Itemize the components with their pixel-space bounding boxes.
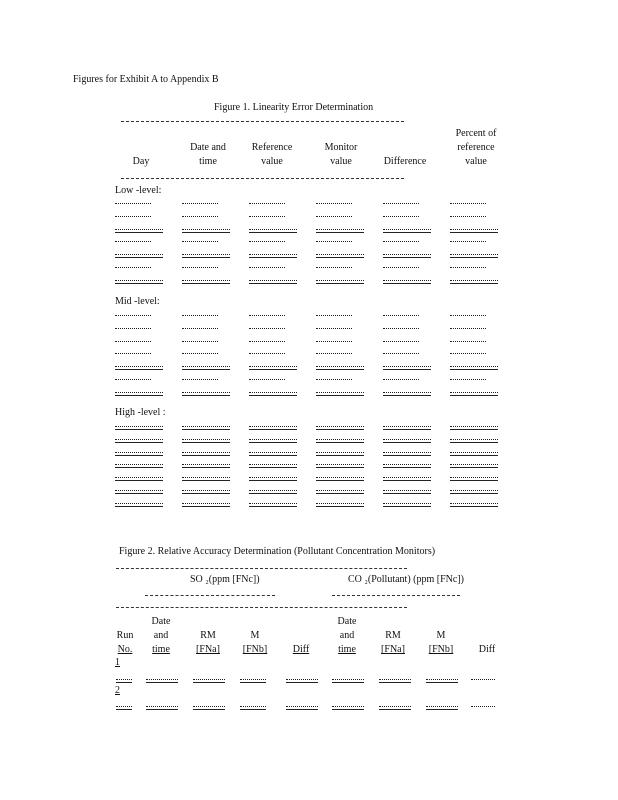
figure1-blank-s0-r5-c4	[383, 267, 419, 268]
figure2-col-header-1-line-1: and	[153, 630, 169, 641]
figure2-col-header-1-line-0: Date	[151, 616, 171, 627]
figure2-col-header-8-line-2: Diff	[478, 644, 496, 655]
figure2-header-top-rule	[116, 607, 407, 608]
figure1-blank-s1-r2-c0	[115, 341, 151, 342]
figure1-blank-s2-r2-c3	[316, 452, 364, 456]
figure2-blank-r1-c8	[471, 706, 495, 707]
figure1-blank-s0-r2-c1	[182, 229, 230, 233]
figure1-blank-s1-r2-c1	[182, 341, 218, 342]
figure1-blank-s1-r3-c5	[450, 353, 486, 354]
figure1-blank-s0-r0-c1	[182, 203, 218, 204]
figure1-blank-s0-r3-c3	[316, 241, 352, 242]
figure2-col-header-0-line-2: No.	[117, 644, 133, 655]
figure1-blank-s2-r4-c3	[316, 477, 364, 481]
figure1-blank-s2-r6-c5	[450, 503, 498, 507]
figure1-blank-s0-r5-c3	[316, 267, 352, 268]
figure1-col-header-5-line-2: value	[465, 156, 487, 167]
figure1-blank-s1-r6-c4	[383, 392, 431, 396]
figure1-col-header-4-line-2: Difference	[383, 156, 427, 167]
figure1-top-rule	[121, 121, 404, 122]
figure1-blank-s0-r6-c5	[450, 280, 498, 284]
figure1-blank-s1-r4-c3	[316, 366, 364, 370]
figure1-blank-s0-r3-c2	[249, 241, 285, 242]
figure1-blank-s2-r1-c1	[182, 439, 230, 443]
figure2-col-header-6-line-2: [FNa]	[381, 644, 405, 655]
figure1-blank-s0-r1-c2	[249, 216, 285, 217]
figure1-header-rule	[121, 178, 404, 179]
figure1-blank-s2-r3-c0	[115, 464, 163, 468]
figure1-blank-s0-r2-c4	[383, 229, 431, 233]
figure2-col-header-4-line-2: Diff	[292, 644, 310, 655]
figure1-blank-s1-r5-c0	[115, 379, 151, 380]
figure1-blank-s2-r2-c1	[182, 452, 230, 456]
figure1-blank-s1-r5-c1	[182, 379, 218, 380]
figure1-blank-s2-r1-c4	[383, 439, 431, 443]
figure1-blank-s1-r5-c2	[249, 379, 285, 380]
figure1-blank-s2-r6-c3	[316, 503, 364, 507]
figure1-blank-s1-r6-c5	[450, 392, 498, 396]
figure2-group2-rule	[332, 595, 460, 596]
figure2-col-header-3-line-1: M	[250, 630, 260, 641]
figure1-blank-s2-r0-c3	[316, 426, 364, 430]
figure1-blank-s2-r3-c1	[182, 464, 230, 468]
figure1-blank-s1-r3-c1	[182, 353, 218, 354]
figure2-blank-r1-c1	[146, 706, 178, 710]
figure2-col-header-5-line-2: time	[338, 644, 356, 655]
figure1-blank-s0-r0-c4	[383, 203, 419, 204]
figure2-blank-r1-c3	[240, 706, 266, 710]
figure2-run-2: 2	[115, 685, 120, 696]
figure1-blank-s1-r0-c0	[115, 315, 151, 316]
figure2-col-header-2-line-2: [FNa]	[196, 644, 220, 655]
figure2-col-header-3-line-2: [FNb]	[242, 644, 268, 655]
figure1-blank-s0-r4-c5	[450, 254, 498, 258]
figure1-blank-s1-r6-c1	[182, 392, 230, 396]
figure1-blank-s1-r5-c5	[450, 379, 486, 380]
figure1-blank-s2-r6-c0	[115, 503, 163, 507]
figure1-blank-s2-r2-c5	[450, 452, 498, 456]
figure1-blank-s0-r4-c3	[316, 254, 364, 258]
figure1-blank-s2-r4-c0	[115, 477, 163, 481]
figure2-col-header-6-line-1: RM	[385, 630, 401, 641]
section-low-label: Low -level:	[115, 185, 162, 196]
figure1-blank-s0-r0-c0	[115, 203, 151, 204]
figure1-blank-s0-r4-c1	[182, 254, 230, 258]
figure1-blank-s0-r1-c4	[383, 216, 419, 217]
figure1-blank-s2-r3-c5	[450, 464, 498, 468]
figure1-blank-s0-r5-c1	[182, 267, 218, 268]
figure1-blank-s1-r5-c4	[383, 379, 419, 380]
figure2-col-header-5-line-0: Date	[337, 616, 357, 627]
figure2-blank-r0-c3	[240, 679, 266, 683]
figure1-blank-s1-r1-c0	[115, 328, 151, 329]
figure1-col-header-5-line-1: reference	[457, 142, 495, 153]
figure1-blank-s0-r3-c4	[383, 241, 419, 242]
figure1-blank-s0-r0-c2	[249, 203, 285, 204]
figure1-blank-s2-r6-c2	[249, 503, 297, 507]
figure1-blank-s0-r1-c0	[115, 216, 151, 217]
figure1-blank-s2-r4-c2	[249, 477, 297, 481]
figure1-blank-s0-r4-c4	[383, 254, 431, 258]
figure2-blank-r1-c0	[116, 706, 132, 710]
figure2-title: Figure 2. Relative Accuracy Determination (Pollutant Concentration Monitors)	[119, 546, 436, 557]
figure2-col-header-2-line-1: RM	[200, 630, 216, 641]
section-high-label: High -level :	[115, 407, 166, 418]
figure1-blank-s0-r5-c5	[450, 267, 486, 268]
figure1-blank-s1-r3-c0	[115, 353, 151, 354]
figure2-blank-r1-c6	[379, 706, 411, 710]
figure2-blank-r0-c4	[286, 679, 318, 683]
figure1-blank-s0-r1-c5	[450, 216, 486, 217]
figure1-blank-s2-r1-c2	[249, 439, 297, 443]
figure1-blank-s1-r4-c5	[450, 366, 498, 370]
figure1-blank-s2-r5-c5	[450, 490, 498, 494]
figure1-blank-s1-r5-c3	[316, 379, 352, 380]
figure2-blank-r0-c7	[426, 679, 458, 683]
figure1-col-header-3-line-1: Monitor	[324, 142, 358, 153]
figure1-blank-s0-r5-c2	[249, 267, 285, 268]
figure1-blank-s0-r1-c3	[316, 216, 352, 217]
figure1-blank-s1-r2-c2	[249, 341, 285, 342]
figure1-blank-s0-r2-c0	[115, 229, 163, 233]
figure2-group-so2: SO ₂(ppm [FNc])	[190, 574, 260, 585]
figure2-col-header-7-line-2: [FNb]	[428, 644, 454, 655]
figure1-title: Figure 1. Linearity Error Determination	[214, 102, 374, 113]
figure1-blank-s1-r6-c2	[249, 392, 297, 396]
figure1-blank-s2-r0-c1	[182, 426, 230, 430]
figure2-top-rule	[116, 568, 407, 569]
figure1-blank-s1-r2-c5	[450, 341, 486, 342]
figure1-col-header-1-line-1: Date and	[190, 142, 226, 153]
figure1-blank-s0-r2-c2	[249, 229, 297, 233]
figure1-blank-s1-r3-c4	[383, 353, 419, 354]
figure1-blank-s1-r1-c3	[316, 328, 352, 329]
figure1-blank-s0-r1-c1	[182, 216, 218, 217]
figure1-blank-s0-r6-c2	[249, 280, 297, 284]
figure2-col-header-5-line-1: and	[339, 630, 355, 641]
figure1-blank-s1-r3-c2	[249, 353, 285, 354]
figure1-blank-s0-r2-c3	[316, 229, 364, 233]
figure1-blank-s1-r0-c2	[249, 315, 285, 316]
figure1-blank-s1-r1-c2	[249, 328, 285, 329]
figure1-blank-s2-r5-c0	[115, 490, 163, 494]
figure1-blank-s0-r5-c0	[115, 267, 151, 268]
figure1-blank-s1-r6-c3	[316, 392, 364, 396]
figure1-blank-s2-r4-c1	[182, 477, 230, 481]
figure2-blank-r0-c1	[146, 679, 178, 683]
section-mid-label: Mid -level:	[115, 296, 160, 307]
figure1-blank-s1-r2-c3	[316, 341, 352, 342]
figure1-blank-s2-r5-c2	[249, 490, 297, 494]
figure1-blank-s1-r4-c2	[249, 366, 297, 370]
figure1-blank-s0-r6-c3	[316, 280, 364, 284]
figure1-blank-s2-r0-c2	[249, 426, 297, 430]
figure1-blank-s0-r3-c0	[115, 241, 151, 242]
figure2-col-header-1-line-2: time	[152, 644, 170, 655]
figure1-blank-s1-r3-c3	[316, 353, 352, 354]
figure1-blank-s2-r3-c2	[249, 464, 297, 468]
figure1-blank-s0-r6-c0	[115, 280, 163, 284]
figure2-blank-r0-c6	[379, 679, 411, 683]
figure1-blank-s1-r0-c4	[383, 315, 419, 316]
figure1-col-header-0-line-2: Day	[132, 156, 150, 167]
figure1-blank-s1-r0-c5	[450, 315, 486, 316]
figure1-blank-s2-r2-c2	[249, 452, 297, 456]
figure1-blank-s1-r4-c1	[182, 366, 230, 370]
figure1-blank-s1-r0-c3	[316, 315, 352, 316]
figure1-blank-s0-r0-c5	[450, 203, 486, 204]
figure1-blank-s2-r5-c3	[316, 490, 364, 494]
figure2-blank-r0-c5	[332, 679, 364, 683]
figure2-blank-r0-c8	[471, 679, 495, 680]
figure2-blank-r1-c2	[193, 706, 225, 710]
figure2-col-header-0-line-1: Run	[116, 630, 134, 641]
figure1-blank-s2-r0-c4	[383, 426, 431, 430]
figure2-col-header-7-line-1: M	[436, 630, 446, 641]
figure1-blank-s0-r2-c5	[450, 229, 498, 233]
figure2-blank-r1-c7	[426, 706, 458, 710]
figure1-blank-s2-r6-c1	[182, 503, 230, 507]
figure2-blank-r0-c2	[193, 679, 225, 683]
figure2-group1-rule	[145, 595, 275, 596]
figure1-blank-s2-r2-c0	[115, 452, 163, 456]
figure1-blank-s2-r3-c4	[383, 464, 431, 468]
figure1-blank-s2-r5-c1	[182, 490, 230, 494]
figure1-blank-s0-r6-c4	[383, 280, 431, 284]
figure2-run-1: 1	[115, 657, 120, 668]
figure1-blank-s1-r4-c4	[383, 366, 431, 370]
figure1-blank-s1-r2-c4	[383, 341, 419, 342]
figure2-blank-r1-c5	[332, 706, 364, 710]
figure1-blank-s1-r0-c1	[182, 315, 218, 316]
figure1-blank-s0-r4-c2	[249, 254, 297, 258]
figure1-col-header-2-line-2: value	[261, 156, 283, 167]
figure1-blank-s0-r0-c3	[316, 203, 352, 204]
page-header: Figures for Exhibit A to Appendix B	[73, 74, 219, 85]
figure1-blank-s1-r4-c0	[115, 366, 163, 370]
figure1-blank-s2-r4-c4	[383, 477, 431, 481]
figure1-blank-s1-r1-c5	[450, 328, 486, 329]
figure1-col-header-1-line-2: time	[199, 156, 217, 167]
figure1-blank-s1-r1-c4	[383, 328, 419, 329]
figure1-blank-s2-r3-c3	[316, 464, 364, 468]
figure1-blank-s2-r4-c5	[450, 477, 498, 481]
figure1-blank-s2-r5-c4	[383, 490, 431, 494]
figure1-blank-s0-r4-c0	[115, 254, 163, 258]
figure1-blank-s2-r1-c0	[115, 439, 163, 443]
figure1-blank-s1-r1-c1	[182, 328, 218, 329]
figure1-blank-s2-r1-c3	[316, 439, 364, 443]
figure1-blank-s2-r0-c0	[115, 426, 163, 430]
figure1-blank-s2-r0-c5	[450, 426, 498, 430]
figure1-col-header-3-line-2: value	[330, 156, 352, 167]
figure1-blank-s1-r6-c0	[115, 392, 163, 396]
figure1-blank-s0-r3-c5	[450, 241, 486, 242]
figure2-blank-r1-c4	[286, 706, 318, 710]
figure1-blank-s2-r1-c5	[450, 439, 498, 443]
figure1-col-header-5-line-0: Percent of	[455, 128, 497, 139]
figure1-blank-s0-r6-c1	[182, 280, 230, 284]
figure1-col-header-2-line-1: Reference	[251, 142, 293, 153]
figure2-group-co2: CO ₂(Pollutant) (ppm [FNc])	[348, 574, 464, 585]
figure1-blank-s2-r6-c4	[383, 503, 431, 507]
figure2-blank-r0-c0	[116, 679, 132, 683]
figure1-blank-s2-r2-c4	[383, 452, 431, 456]
figure1-blank-s0-r3-c1	[182, 241, 218, 242]
